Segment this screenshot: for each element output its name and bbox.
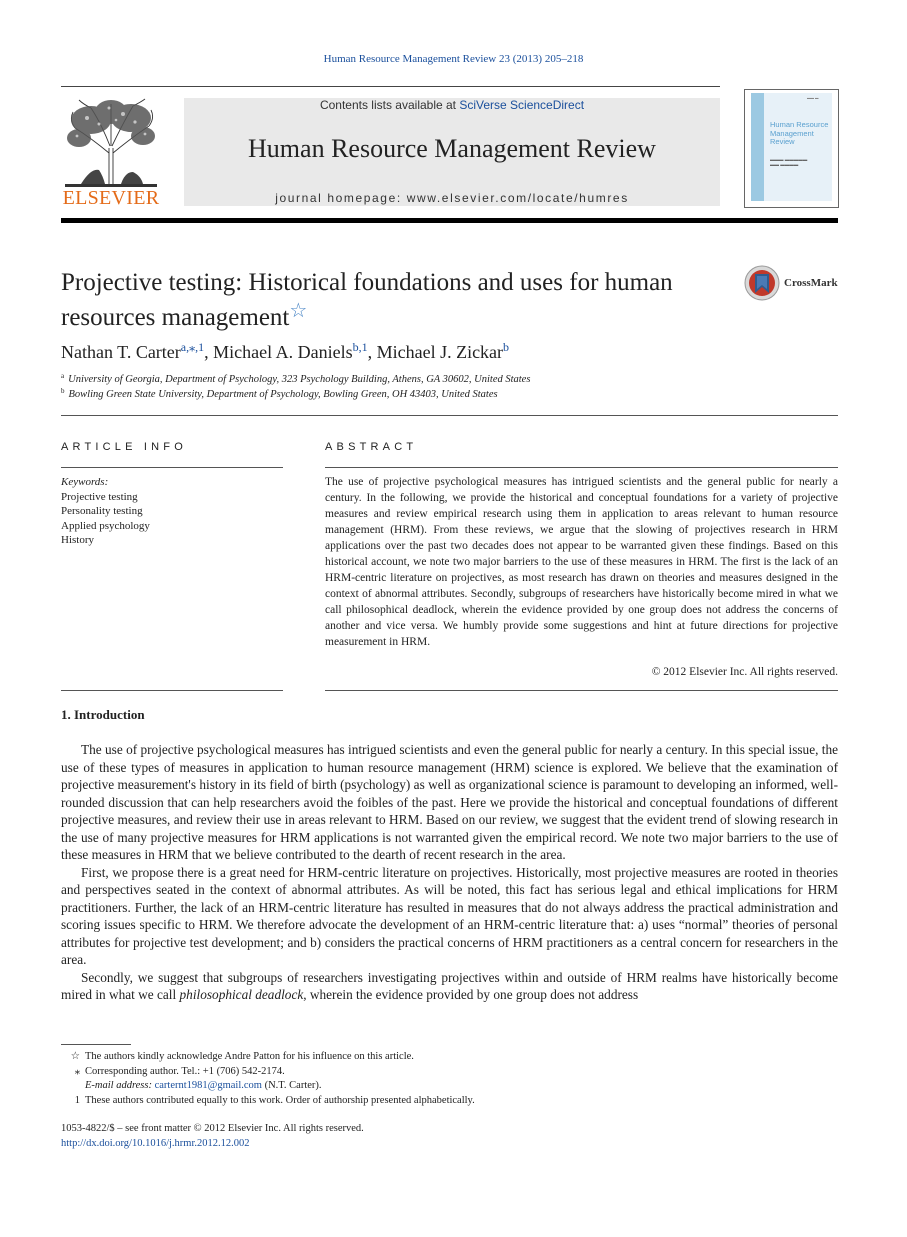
keywords-block <box>61 475 283 548</box>
section-heading: 1. Introduction <box>61 707 145 722</box>
cover-artwork <box>751 93 832 201</box>
crossmark-icon <box>744 265 780 301</box>
journal-title: Human Resource Management Review <box>248 134 656 163</box>
cover-title: Human Resource Management Review <box>770 120 829 146</box>
keyword: Applied psychology <box>61 519 150 532</box>
article-info-rule <box>61 467 283 468</box>
publisher-logo <box>61 98 161 210</box>
front-matter <box>61 1122 661 1151</box>
paragraph: First, we propose there is a great need for HRM-centric literature on projectives. Historically, most projective measures are rooted in theories and perspectives seated in the context of abnormal attributes. As will be noted, this fact has serious legal and ethical implications for HRM practitioners. Further, the lack of an HRM-centric literature has resulted in measures that do not always address the practical administration and scoring issues specific to HRM. We therefore advocate the development of an HRM-centric literature that: a) uses “normal” theories of personal attributes for projective test development; and b) considers the practical concerns of HRM practitioners as a central concern for researchers in the area. <box>61 864 838 967</box>
abstract-bottom-rule <box>325 690 838 691</box>
article-info-heading: ARTICLE INFO <box>61 441 187 453</box>
article-title: Projective testing: Historical foundations and uses for human resources management☆ <box>61 269 673 331</box>
affiliation: $^b$ Bowling Green State University, Department of Psychology, Bowling Green, OH 43403, United States <box>61 387 498 400</box>
author[interactable]: Michael A. Daniels <box>213 342 353 362</box>
paragraph: Secondly, we suggest that subgroups of researchers investigating projectives within and outside of HRM realms have historically become mired in what we call philosophical deadlock, wherein the evidence provided by one group does not address <box>61 969 838 1002</box>
article-info-bottom-rule <box>61 690 283 691</box>
paragraph: The use of projective psychological measures has intrigued scientists and even the general public for nearly a century. In this special issue, the use of these types of measures in application to human resource management (HRM) science is explored. We believe that the examination of projective measurement's history in its field of birth (psychology) as well as organizational science is paramount to developing an informed, well-rounded discussion that can help researchers avoid the foibles of the past. Here we provide the historical and conceptual foundations of different projective measures, and review their use in areas relevant to HRM. Based on our review, we suggest that the evident trend of slowing research in the use of many projective measures for HRM applications is not warranted given the empirical record. We note two major barriers to the use of these measures in HRM that we believe contributed to the dearth of recent research in the area. <box>61 742 838 862</box>
crossmark-badge[interactable] <box>744 265 844 303</box>
journal-cover[interactable] <box>744 89 839 208</box>
masthead-divider <box>61 218 838 223</box>
author-affiliation-mark[interactable]: b,1 <box>352 340 368 354</box>
homepage-link[interactable]: www.elsevier.com/locate/humres <box>406 191 629 205</box>
title-footnote-mark[interactable]: ☆ <box>289 300 308 322</box>
keyword: History <box>61 534 94 546</box>
footnote-email: E-mail address: carternt1981@gmail.com (N.T. Carter). <box>85 1080 322 1091</box>
author[interactable]: Michael J. Zickar <box>376 342 504 362</box>
footnote: 1 These authors contributed equally to this work. Order of authorship presented alphabetically. <box>74 1094 475 1106</box>
header-rule <box>61 86 720 87</box>
journal-masthead <box>184 98 720 206</box>
author[interactable]: Nathan T. Carter <box>61 342 181 362</box>
cover-volume: ▬▬ ▬ <box>807 96 819 100</box>
cover-stripe <box>751 93 764 201</box>
author-list: Nathan T. Carter$^{a,⁎,1}$, Michael A. Daniels$^{b,1}$, Michael J. Zickar$^b$ <box>61 340 510 362</box>
tree-icon <box>61 98 161 188</box>
cover-small-text: ▬▬▬ ▬▬▬▬▬ ▬▬ ▬▬▬▬ <box>770 157 808 167</box>
abstract-copyright: © 2012 Elsevier Inc. All rights reserved. <box>651 666 838 678</box>
abstract-text: The use of projective psychological measures has intrigued scientists and the general public for nearly a century. In the following, we provide the historical and conceptual foundations for a variety of projective measures and review empirical research using them in application to areas relevant to human resource management (HRM). From these reviews, we argue that the slowing of projectives research in HRM applications over the past two decades does not appear to be warranted given these findings. Based on this historical account, we note two major barriers to the use of these measures in HRM. The first is the lack of an HRM-centric literature on projectives, as most research has drawn on theories and measures designed in the context of abnormal attributes. Secondly, subgroups of researchers have historically become mired in what we call philosophical deadlock, wherein the evidence provided by one group does not address the concerns of another and vice versa. We humbly provide some suggestions and hint at future directions for projective measurement in HRM. <box>325 476 838 648</box>
contents-line: Contents lists available at SciVerse ScienceDirect <box>319 98 585 112</box>
email-link[interactable]: carternt1981@gmail.com <box>154 1080 262 1091</box>
footnote: ☆ The authors kindly acknowledge Andre Patton for his influence on this article. <box>70 1051 414 1062</box>
footnote-rule <box>61 1044 131 1045</box>
keywords-label: Keywords: <box>61 476 109 488</box>
affiliation: $^a$ University of Georgia, Department of Psychology, 323 Psychology Building, Athens, GA 30602, United States <box>61 372 531 385</box>
issn-line: 1053-4822/$ – see front matter © 2012 Elsevier Inc. All rights reserved. <box>61 1123 364 1134</box>
journal-citation[interactable]: Human Resource Management Review 23 (2013) 205–218 <box>323 53 584 65</box>
affiliations-divider <box>61 415 838 416</box>
keyword: Projective testing <box>61 490 138 503</box>
footnotes <box>61 1050 838 1108</box>
sciencedirect-link[interactable]: SciVerse ScienceDirect <box>459 98 585 112</box>
footnote: ⁎ Corresponding author. Tel.: +1 (706) 542-2174. <box>74 1065 285 1077</box>
author-affiliation-mark[interactable]: a,⁎,1 <box>180 340 205 354</box>
homepage-line: journal homepage: www.elsevier.com/locate/humres <box>275 191 629 205</box>
publisher-name: ELSEVIER <box>62 187 160 209</box>
body-text <box>61 741 838 1004</box>
abstract-rule <box>325 467 838 468</box>
author-affiliation-mark[interactable]: b <box>503 340 510 354</box>
doi-link[interactable]: http://dx.doi.org/10.1016/j.hrmr.2012.12.002 <box>61 1137 250 1149</box>
keyword: Personality testing <box>61 505 143 517</box>
crossmark-label: CrossMark <box>784 277 838 289</box>
abstract-heading: ABSTRACT <box>325 441 418 453</box>
